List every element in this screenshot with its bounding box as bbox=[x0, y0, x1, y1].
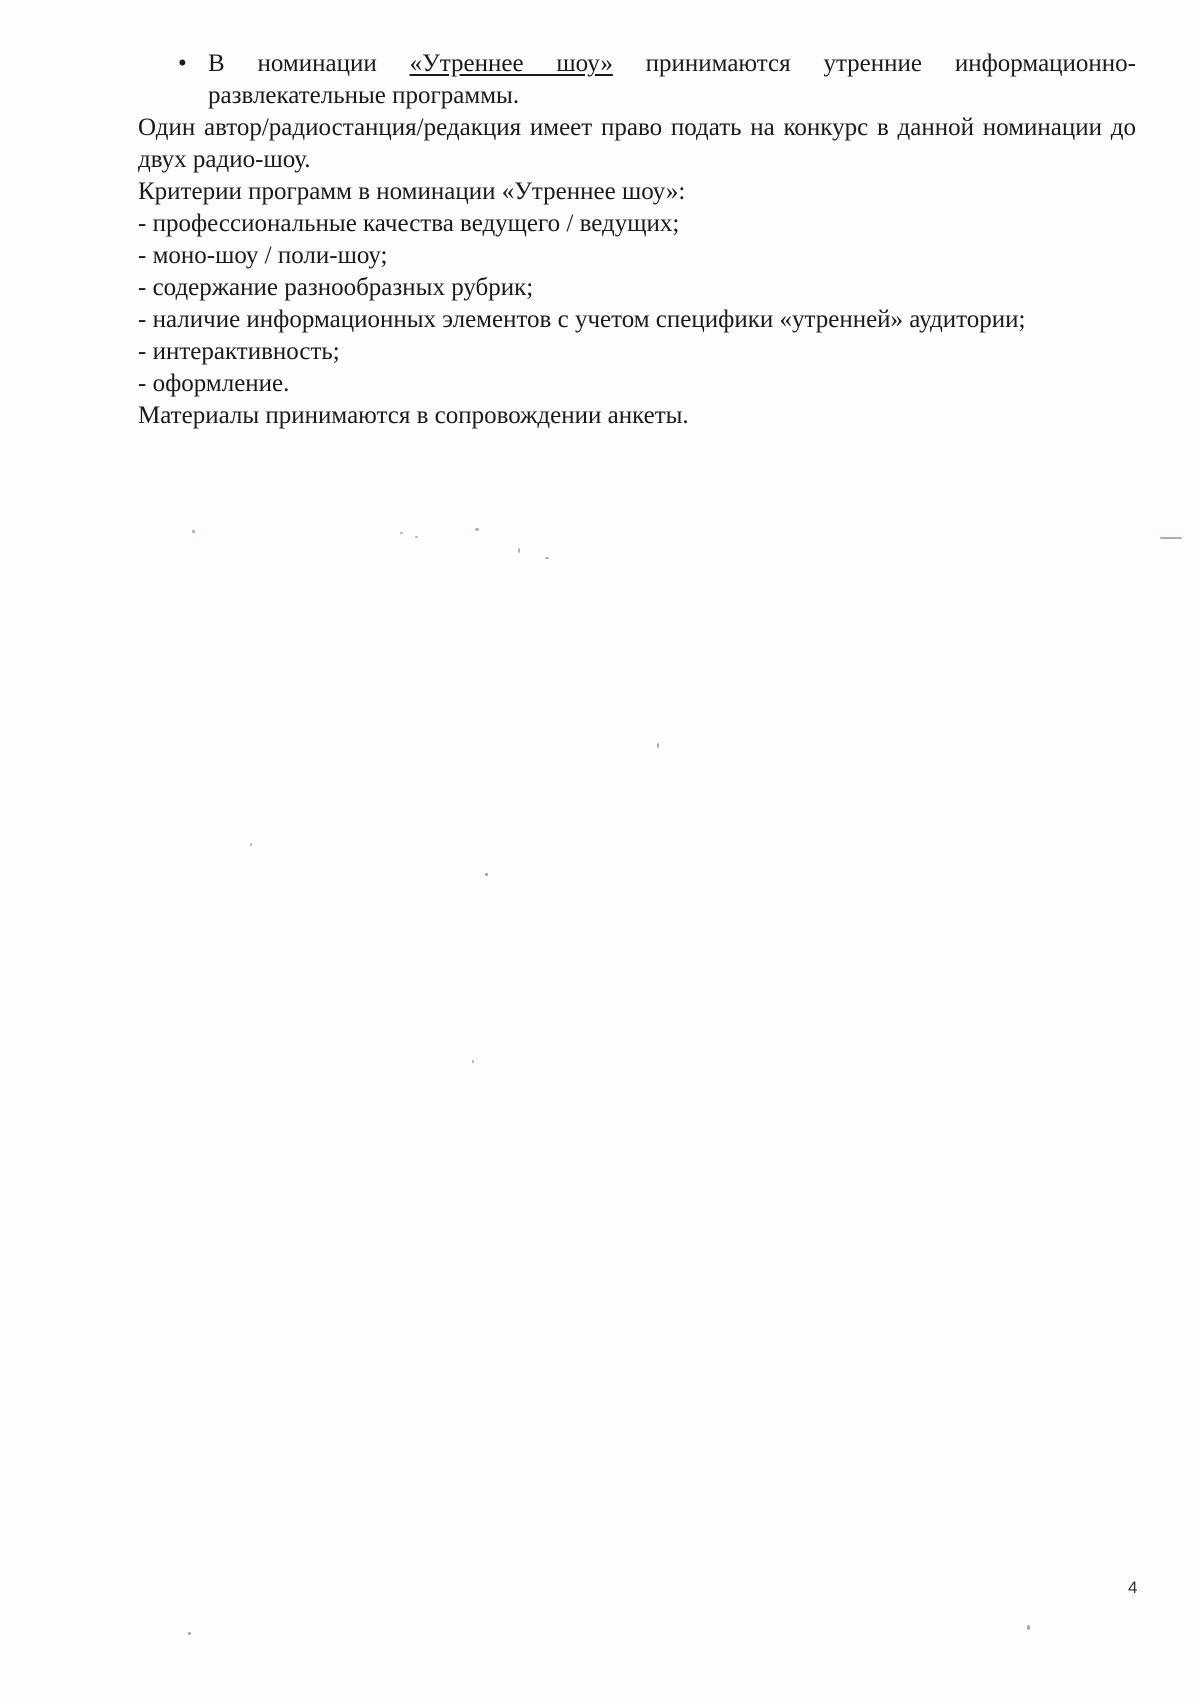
document-body bbox=[138, 48, 1136, 432]
scan-speck bbox=[400, 532, 403, 534]
nomination-bullet-item bbox=[138, 48, 1136, 112]
scan-speck bbox=[657, 743, 659, 748]
scan-speck bbox=[415, 536, 418, 538]
scan-speck bbox=[518, 548, 520, 553]
criteria-item: - оформление. bbox=[138, 370, 290, 397]
page-number: 4 bbox=[1128, 1578, 1138, 1597]
scan-speck bbox=[250, 843, 252, 846]
submission-rule: Один автор/радиостанция/редакция имеет право подать на конкурс в данной номинации до двух радио-шоу. bbox=[138, 114, 1136, 173]
scan-speck bbox=[485, 873, 488, 876]
scan-speck bbox=[475, 528, 479, 531]
scan-speck bbox=[472, 1060, 474, 1063]
criteria-item: - содержание разнообразных рубрик; bbox=[138, 274, 534, 301]
bullet-suffix: принимаются утренние информационно-развлекательные программы. bbox=[208, 50, 1137, 109]
closing-note: Материалы принимаются в сопровождении анкеты. bbox=[138, 402, 689, 429]
scan-speck bbox=[545, 557, 549, 559]
scan-speck bbox=[188, 1632, 191, 1635]
scan-speck bbox=[1160, 537, 1182, 539]
criteria-item: - интерактивность; bbox=[138, 338, 340, 365]
criteria-list bbox=[138, 208, 1136, 400]
criteria-item: - моно-шоу / поли-шоу; bbox=[138, 242, 388, 269]
criteria-item: - профессиональные качества ведущего / ведущих; bbox=[138, 210, 680, 237]
scan-speck bbox=[192, 530, 195, 533]
bullet-prefix: В номинации bbox=[208, 50, 410, 77]
nomination-name: «Утреннее шоу» bbox=[409, 50, 613, 77]
criteria-heading: Критерии программ в номинации «Утреннее шоу»: bbox=[138, 178, 686, 205]
criteria-item: - наличие информационных элементов с учетом специфики «утренней» аудитории; bbox=[138, 306, 1026, 333]
scan-speck bbox=[1027, 1625, 1030, 1630]
bullet-icon: • bbox=[178, 50, 187, 77]
